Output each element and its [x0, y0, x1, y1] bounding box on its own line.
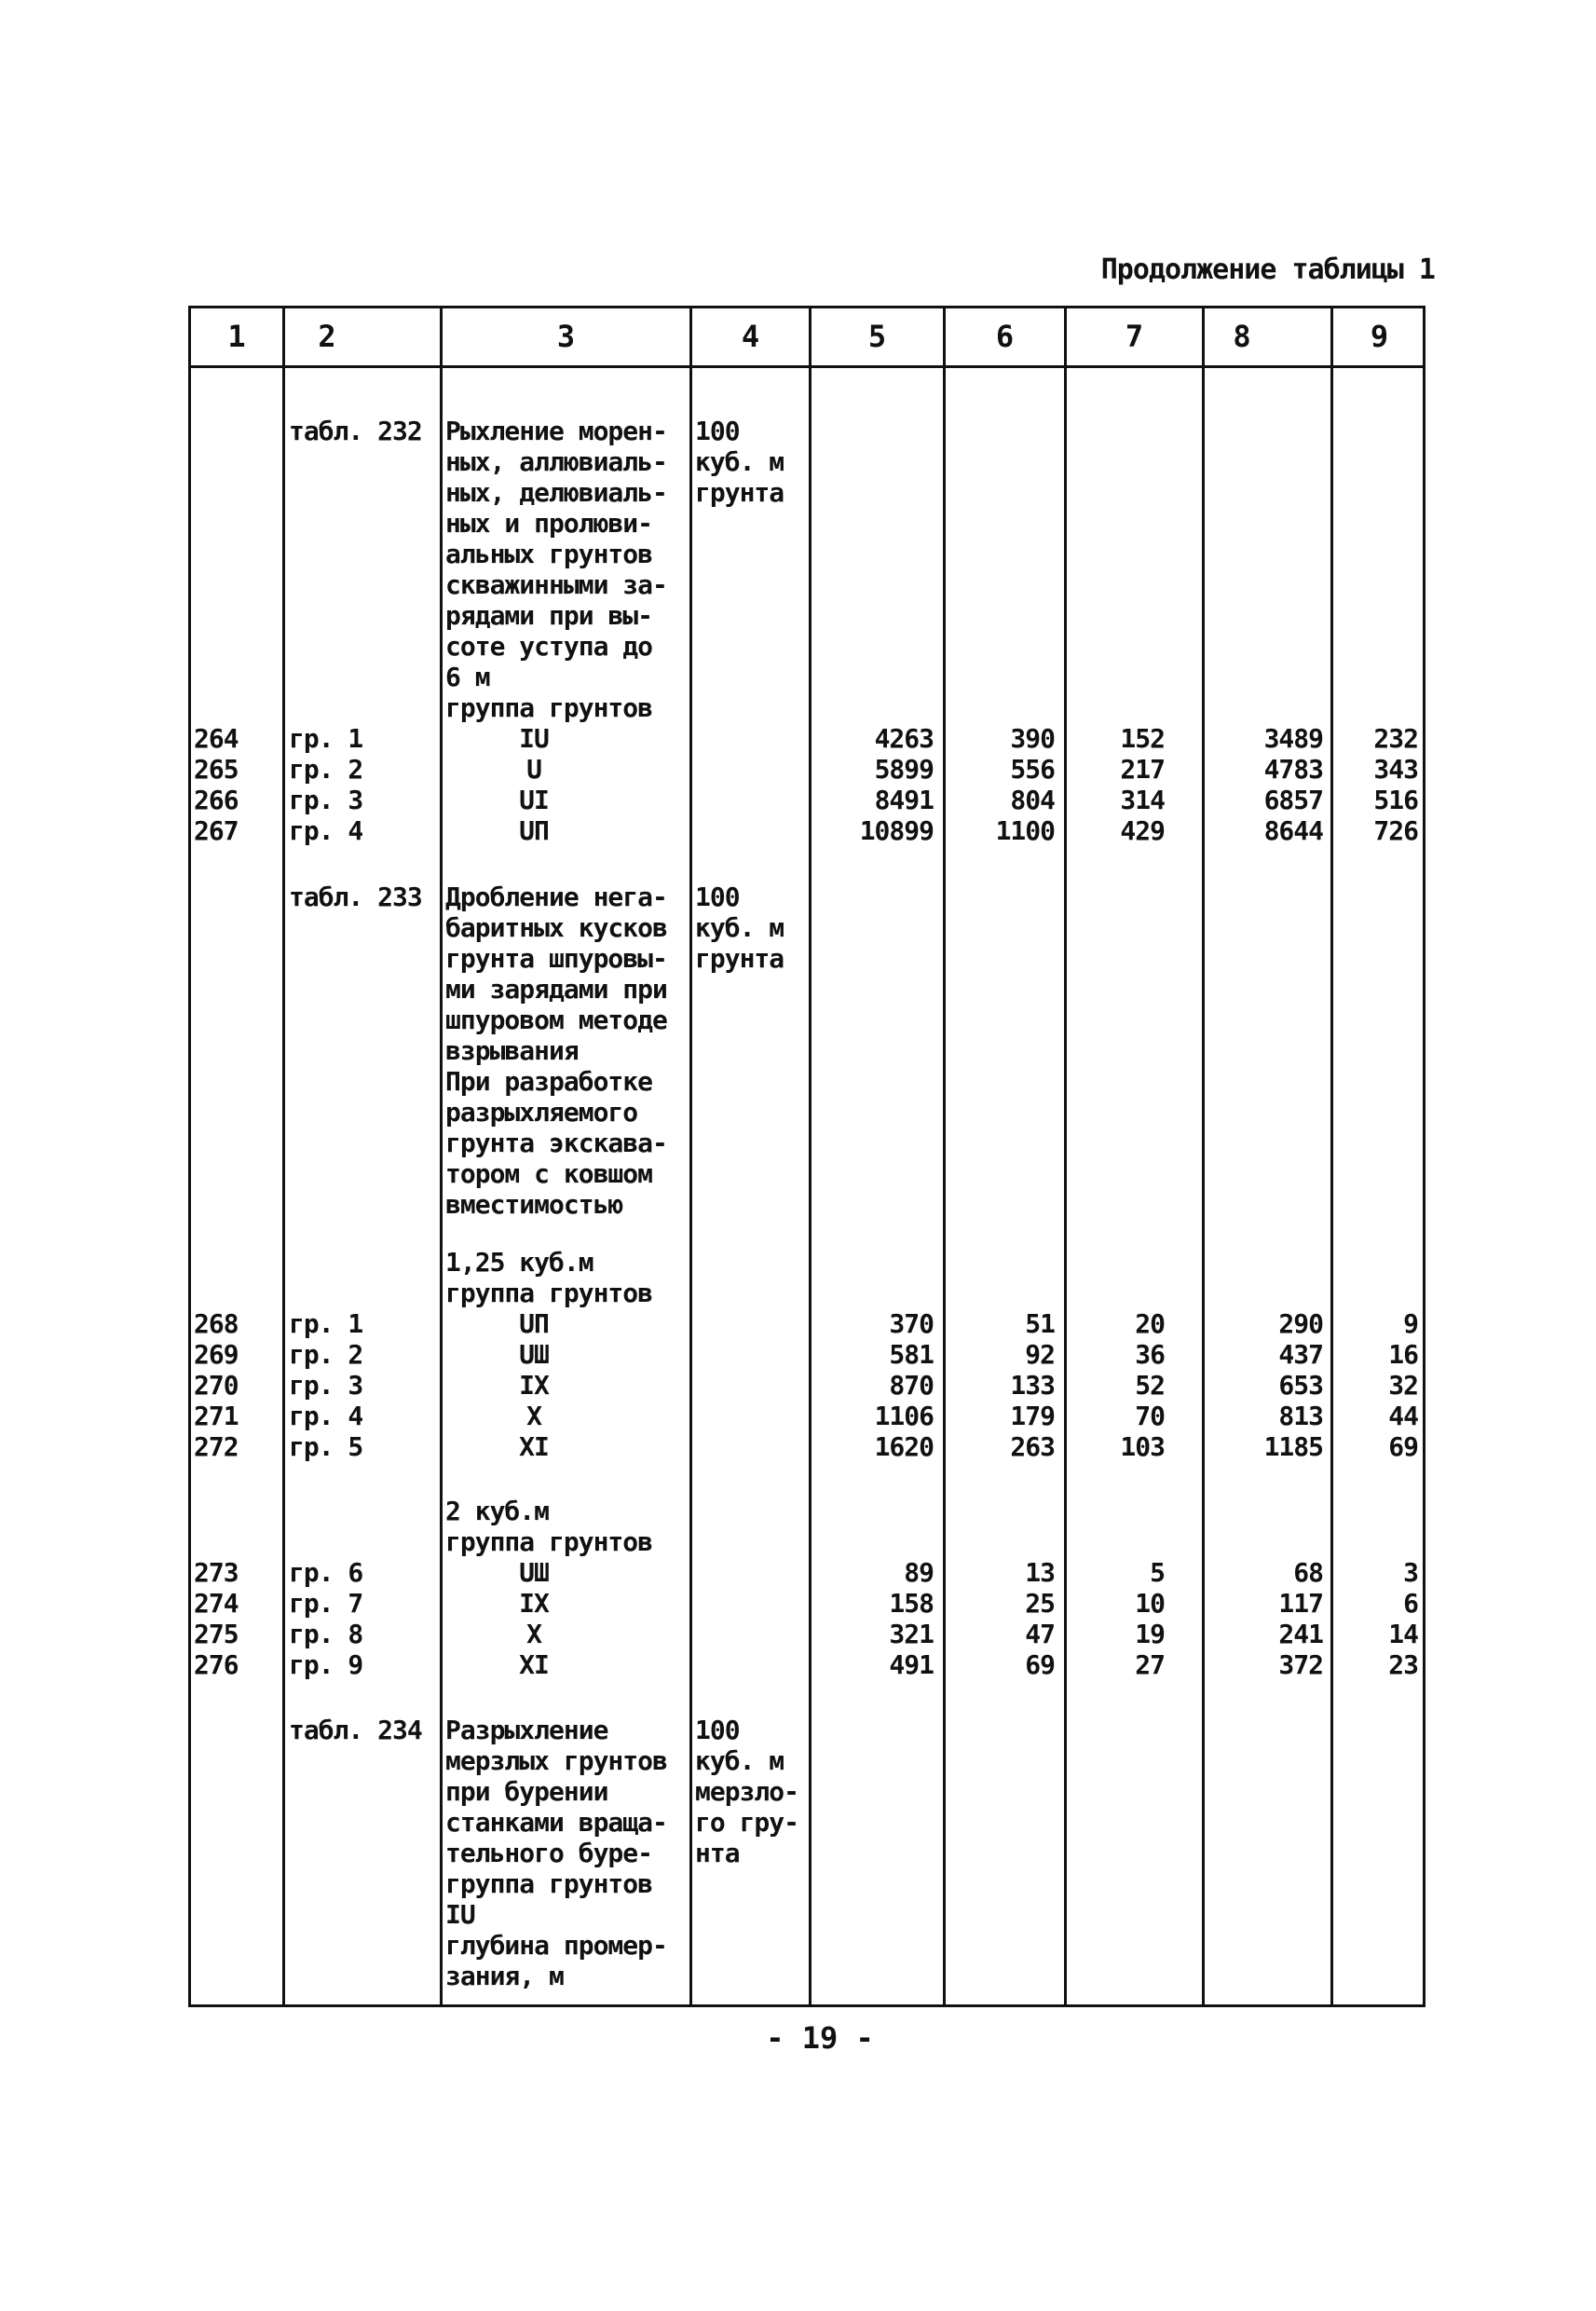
value-col-7: 20: [1135, 1308, 1165, 1339]
value-col-7: 27: [1135, 1649, 1165, 1680]
row-number: 267: [194, 815, 239, 846]
group-label: гр. 3: [289, 785, 363, 815]
row-number: 269: [194, 1339, 239, 1370]
table-reference: табл. 234: [289, 1715, 422, 1745]
column-divider: [689, 306, 692, 2007]
column-divider: [440, 306, 443, 2007]
row-number: 273: [194, 1557, 239, 1588]
column-header-2: 2: [318, 319, 336, 354]
value-col-5: 491: [889, 1649, 934, 1680]
value-col-9: 6: [1403, 1588, 1418, 1619]
soil-category: UI: [519, 785, 549, 815]
column-header-7: 7: [1125, 319, 1144, 354]
soil-category: UП: [519, 1308, 549, 1339]
work-description: Дробление нега- баритных кусков грунта шпуровы- ми зарядами при шпуровом методе взрывания При разработке разрыхляемого грунта экскава- тором с ковшом вместимостью: [445, 882, 667, 1220]
value-col-7: 70: [1135, 1401, 1165, 1431]
group-label: гр. 9: [289, 1649, 363, 1680]
soil-category: X: [526, 1401, 541, 1431]
value-col-6: 25: [1025, 1588, 1055, 1619]
group-label: гр. 2: [289, 754, 363, 785]
value-col-6: 133: [1010, 1370, 1055, 1401]
value-col-8: 437: [1278, 1339, 1323, 1370]
value-col-9: 16: [1388, 1339, 1418, 1370]
work-description: Рыхление морен- ных, аллювиаль- ных, делювиаль- ных и пролюви- альных грунтов скважинными за- рядами при вы- соте уступа до 6 м: [445, 416, 667, 692]
value-col-8: 372: [1278, 1649, 1323, 1680]
value-col-8: 117: [1278, 1588, 1323, 1619]
value-col-5: 1106: [874, 1401, 934, 1431]
measurement-unit: 100 куб. м грунта: [695, 416, 784, 508]
soil-category: UШ: [519, 1339, 549, 1370]
value-col-6: 13: [1025, 1557, 1055, 1588]
value-col-9: 32: [1388, 1370, 1418, 1401]
row-number: 264: [194, 723, 239, 754]
value-col-8: 6857: [1263, 785, 1323, 815]
value-col-5: 89: [904, 1557, 934, 1588]
group-label: гр. 1: [289, 1308, 363, 1339]
soil-group-caption: группа грунтов: [445, 1526, 653, 1557]
soil-category: XI: [519, 1649, 549, 1680]
soil-category: IX: [519, 1370, 549, 1401]
value-col-7: 36: [1135, 1339, 1165, 1370]
group-label: гр. 8: [289, 1619, 363, 1649]
bucket-capacity: 2 куб.м: [445, 1496, 550, 1526]
page-number: - 19 -: [766, 2020, 874, 2056]
table-frame: [188, 306, 1425, 2007]
value-col-5: 5899: [874, 754, 934, 785]
table-reference: табл. 232: [289, 416, 422, 446]
value-col-6: 390: [1010, 723, 1055, 754]
measurement-unit: 100 куб. м мерзло- го гру- нта: [695, 1715, 799, 1868]
group-label: гр. 4: [289, 1401, 363, 1431]
value-col-8: 653: [1278, 1370, 1323, 1401]
value-col-9: 69: [1388, 1431, 1418, 1462]
value-col-7: 217: [1120, 754, 1165, 785]
soil-category: IU: [519, 723, 549, 754]
value-col-7: 10: [1135, 1588, 1165, 1619]
value-col-5: 321: [889, 1619, 934, 1649]
group-label: гр. 7: [289, 1588, 363, 1619]
value-col-8: 290: [1278, 1308, 1323, 1339]
row-number: 266: [194, 785, 239, 815]
column-header-4: 4: [741, 319, 760, 354]
value-col-5: 10899: [859, 815, 934, 846]
column-header-9: 9: [1370, 319, 1389, 354]
row-number: 276: [194, 1649, 239, 1680]
value-col-6: 92: [1025, 1339, 1055, 1370]
value-col-8: 4783: [1263, 754, 1323, 785]
column-divider: [1202, 306, 1205, 2007]
value-col-7: 19: [1135, 1619, 1165, 1649]
value-col-5: 158: [889, 1588, 934, 1619]
soil-category: UП: [519, 815, 549, 846]
value-col-6: 263: [1010, 1431, 1055, 1462]
value-col-9: 9: [1403, 1308, 1418, 1339]
value-col-7: 5: [1150, 1557, 1165, 1588]
soil-category: XI: [519, 1431, 549, 1462]
column-divider: [943, 306, 946, 2007]
value-col-9: 3: [1403, 1557, 1418, 1588]
group-label: гр. 2: [289, 1339, 363, 1370]
value-col-9: 516: [1373, 785, 1418, 815]
value-col-9: 23: [1388, 1649, 1418, 1680]
value-col-6: 556: [1010, 754, 1055, 785]
value-col-6: 51: [1025, 1308, 1055, 1339]
soil-group-caption: группа грунтов: [445, 1278, 653, 1308]
value-col-8: 813: [1278, 1401, 1323, 1431]
column-header-5: 5: [867, 319, 887, 354]
soil-group-caption: группа грунтов: [445, 692, 653, 723]
value-col-9: 726: [1373, 815, 1418, 846]
value-col-6: 47: [1025, 1619, 1055, 1649]
value-col-8: 1185: [1263, 1431, 1323, 1462]
value-col-8: 68: [1293, 1557, 1323, 1588]
row-number: 271: [194, 1401, 239, 1431]
value-col-5: 870: [889, 1370, 934, 1401]
value-col-6: 804: [1010, 785, 1055, 815]
table-continuation-heading: Продолжение таблицы 1: [1100, 253, 1435, 286]
value-col-5: 581: [889, 1339, 934, 1370]
measurement-unit: 100 куб. м грунта: [695, 882, 784, 974]
value-col-8: 241: [1278, 1619, 1323, 1649]
soil-category: IX: [519, 1588, 549, 1619]
value-col-6: 179: [1010, 1401, 1055, 1431]
row-number: 270: [194, 1370, 239, 1401]
row-number: 275: [194, 1619, 239, 1649]
value-col-7: 103: [1120, 1431, 1165, 1462]
value-col-5: 370: [889, 1308, 934, 1339]
value-col-6: 69: [1025, 1649, 1055, 1680]
group-label: гр. 3: [289, 1370, 363, 1401]
group-label: гр. 6: [289, 1557, 363, 1588]
row-number: 274: [194, 1588, 239, 1619]
value-col-5: 4263: [874, 723, 934, 754]
value-col-7: 52: [1135, 1370, 1165, 1401]
row-number: 268: [194, 1308, 239, 1339]
value-col-9: 343: [1373, 754, 1418, 785]
row-number: 265: [194, 754, 239, 785]
value-col-7: 429: [1120, 815, 1165, 846]
soil-category: X: [526, 1619, 541, 1649]
group-label: гр. 5: [289, 1431, 363, 1462]
bucket-capacity: 1,25 куб.м: [445, 1247, 593, 1278]
column-header-3: 3: [556, 319, 576, 354]
work-description: Разрыхление мерзлых грунтов при бурении станками враща- тельного буре- группа грунтов IU глубина промер- зания, м: [445, 1715, 667, 1991]
value-col-6: 1100: [995, 815, 1055, 846]
value-col-9: 232: [1373, 723, 1418, 754]
column-divider: [809, 306, 812, 2007]
soil-category: U: [526, 754, 541, 785]
column-header-6: 6: [995, 319, 1015, 354]
value-col-7: 152: [1120, 723, 1165, 754]
value-col-7: 314: [1120, 785, 1165, 815]
value-col-5: 8491: [874, 785, 934, 815]
column-divider: [1064, 306, 1067, 2007]
header-divider: [188, 365, 1425, 368]
column-header-8: 8: [1233, 319, 1251, 354]
group-label: гр. 1: [289, 723, 363, 754]
value-col-9: 44: [1388, 1401, 1418, 1431]
column-divider: [1330, 306, 1333, 2007]
group-label: гр. 4: [289, 815, 363, 846]
soil-category: UШ: [519, 1557, 549, 1588]
value-col-8: 3489: [1263, 723, 1323, 754]
column-header-1: 1: [227, 319, 246, 354]
value-col-5: 1620: [874, 1431, 934, 1462]
value-col-9: 14: [1388, 1619, 1418, 1649]
value-col-8: 8644: [1263, 815, 1323, 846]
column-divider: [282, 306, 285, 2007]
row-number: 272: [194, 1431, 239, 1462]
table-reference: табл. 233: [289, 882, 422, 912]
